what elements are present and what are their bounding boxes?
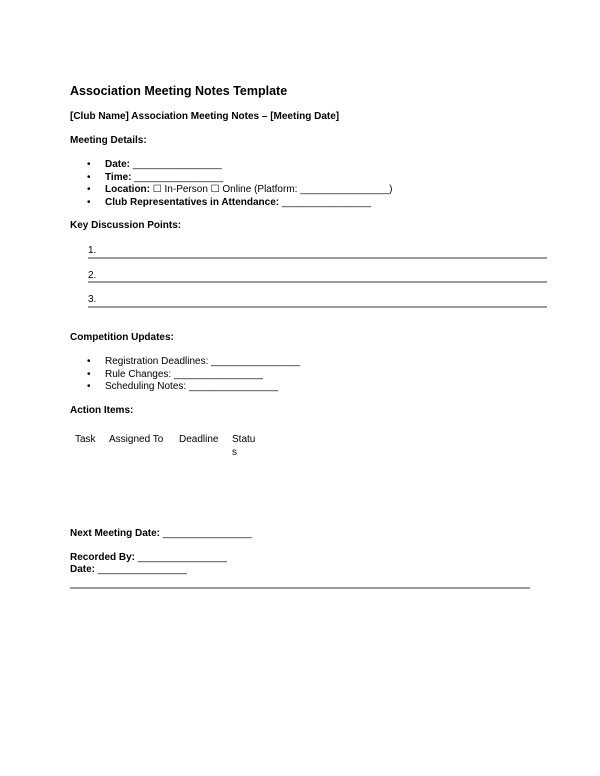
meeting-time-label: Time: [105,171,132,183]
discussion-point-1-number: 1. [88,245,97,256]
column-assigned-to: Assigned To [109,434,164,445]
meeting-date-item [70,159,393,172]
recorded-by-line [70,552,227,563]
document-title: Association Meeting Notes Template [70,84,288,98]
meeting-notes-subtitle: [Club Name] Association Meeting Notes – [Meeting Date] [70,111,340,122]
key-discussion-heading: Key Discussion Points: [70,220,182,231]
meeting-time-blank: ________________ [131,171,224,183]
discussion-point-2-line [88,281,547,283]
meeting-location-item [70,184,393,197]
column-deadline: Deadline [179,434,219,445]
competition-updates-heading: Competition Updates: [70,332,174,343]
meeting-location-label: Location: [105,184,150,195]
date-label: Date: [70,564,96,575]
recorded-by-blank: ________________ [135,552,227,563]
representatives-item [70,197,393,210]
discussion-point-3-line [88,306,547,308]
scheduling-notes-item: • Scheduling Notes: ________________ [70,381,300,394]
column-task: Task [75,434,96,445]
rule-changes-item: • Rule Changes: ________________ [70,369,300,382]
date-line [70,564,187,575]
column-status: Status [232,434,256,458]
meeting-time-item [70,172,393,185]
next-meeting-date-blank: ________________ [160,528,252,539]
discussion-point-3-number: 3. [88,294,97,305]
discussion-point-1-line [88,257,547,259]
discussion-point-2-number: 2. [88,270,97,281]
action-items-heading: Action Items: [70,405,134,416]
next-meeting-date-label: Next Meeting Date: [70,528,161,539]
next-meeting-date-line [70,528,252,539]
meeting-date-blank: ________________ [130,159,222,170]
registration-deadlines-item: • Registration Deadlines: ________________ [70,356,300,369]
meeting-details-heading: Meeting Details: [70,135,147,146]
recorded-by-label: Recorded By: [70,552,136,563]
representatives-label: Club Representatives in Attendance: [105,196,280,208]
footer-divider [70,587,530,589]
meeting-location-options: ☐ In-Person ☐ Online (Platform: ________________) [150,184,393,195]
competition-updates-list [70,356,300,394]
representatives-blank: ________________ [279,196,371,208]
date-blank: ________________ [95,564,187,575]
meeting-date-label: Date: [105,159,131,170]
meeting-details-list [70,159,393,209]
